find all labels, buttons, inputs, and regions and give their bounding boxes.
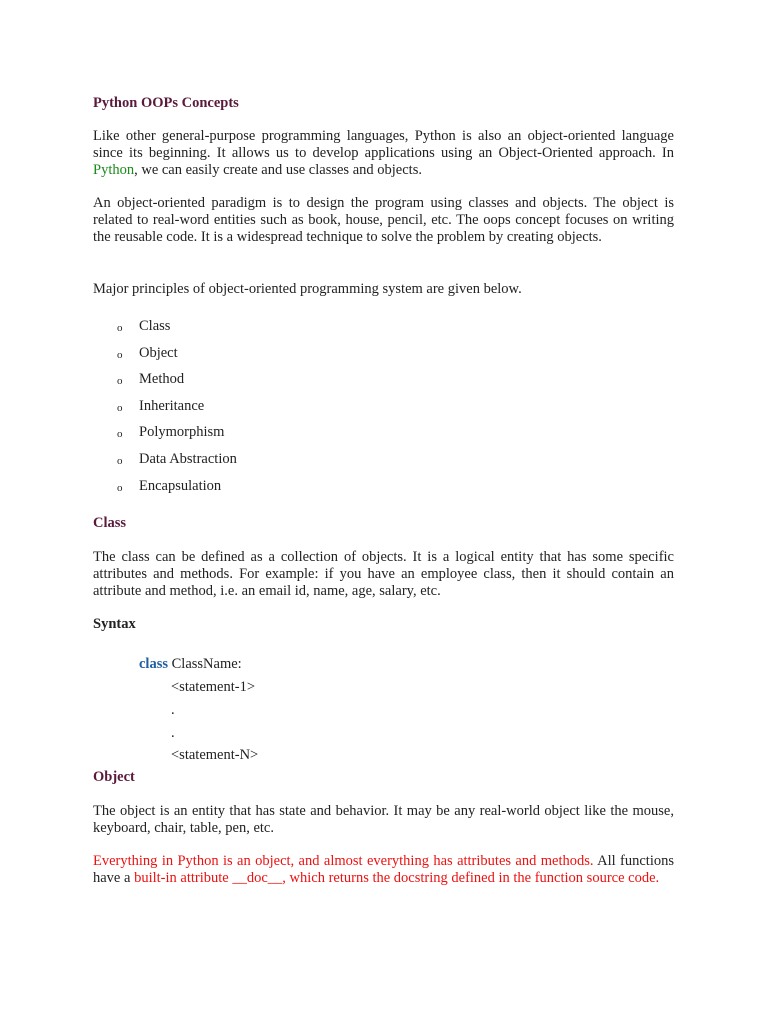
class-heading: Class bbox=[93, 515, 127, 531]
bullet-icon: o bbox=[117, 375, 123, 388]
principles-intro: Major principles of object-oriented programming system are given below. bbox=[93, 281, 522, 297]
list-item bbox=[117, 398, 237, 425]
bullet-icon: o bbox=[117, 401, 123, 414]
intro-paragraph bbox=[93, 128, 674, 179]
code-class-declaration bbox=[139, 656, 242, 673]
object-heading: Object bbox=[93, 769, 135, 785]
plain-text: All functions have a bbox=[93, 853, 674, 886]
principles-list bbox=[117, 318, 237, 504]
object-highlight-paragraph bbox=[93, 853, 674, 887]
code-dot-1: . bbox=[171, 702, 175, 718]
code-dot-2: . bbox=[171, 725, 175, 741]
list-item-label: Class bbox=[139, 318, 171, 334]
code-statement-1: <statement-1> bbox=[171, 679, 255, 695]
list-item bbox=[117, 345, 237, 372]
bullet-icon: o bbox=[117, 454, 123, 467]
class-paragraph: The class can be defined as a collection of objects. It is a logical entity that has some specific attributes and methods. For example: if you have an employee class, then it should contain an attribute and method, i.e. an email id, name, age, salary, etc. bbox=[93, 549, 674, 599]
paradigm-paragraph: An object-oriented paradigm is to design the program using classes and objects. The object is related to real-word entities such as book, house, pencil, etc. The oops concept focuses on writing the reusable code. It is a widespread technique to solve the problem by creating objects. bbox=[93, 195, 674, 245]
page-title: Python OOPs Concepts bbox=[93, 95, 239, 111]
object-paragraph: The object is an entity that has state and behavior. It may be any real-world object like the mouse, keyboard, chair, table, pen, etc. bbox=[93, 803, 674, 836]
list-item bbox=[117, 424, 237, 451]
list-item-label: Method bbox=[139, 371, 185, 388]
list-item-label: Encapsulation bbox=[139, 477, 222, 494]
class-name: ClassName: bbox=[168, 656, 242, 672]
list-item-label: Object bbox=[139, 344, 178, 361]
intro-text-2: , we can easily create and use classes and objects. bbox=[134, 162, 422, 178]
list-item bbox=[117, 318, 237, 345]
code-statement-n: <statement-N> bbox=[171, 747, 259, 763]
list-item bbox=[117, 478, 237, 505]
python-link[interactable]: Python bbox=[93, 162, 135, 178]
bullet-icon: o bbox=[117, 481, 123, 494]
list-item bbox=[117, 371, 237, 398]
list-item bbox=[117, 451, 237, 478]
list-item-label: Data Abstraction bbox=[139, 450, 237, 467]
syntax-heading: Syntax bbox=[93, 616, 136, 632]
bullet-icon: o bbox=[117, 348, 123, 361]
list-item-label: Inheritance bbox=[139, 397, 205, 414]
bullet-icon: o bbox=[117, 428, 123, 441]
class-keyword: class bbox=[139, 656, 168, 672]
highlight-text-1: Everything in Python is an object, and almost everything has attributes and methods. bbox=[93, 853, 594, 869]
bullet-icon: o bbox=[117, 322, 123, 334]
list-item-label: Polymorphism bbox=[139, 424, 225, 441]
intro-text-1: Like other general-purpose programming languages, Python is also an object-oriented language since its beginning. It allows us to develop applications using an Object-Oriented approach. In bbox=[93, 128, 674, 161]
highlight-text-2: built-in attribute __doc__, which returns the docstring defined in the function source code. bbox=[134, 870, 660, 886]
